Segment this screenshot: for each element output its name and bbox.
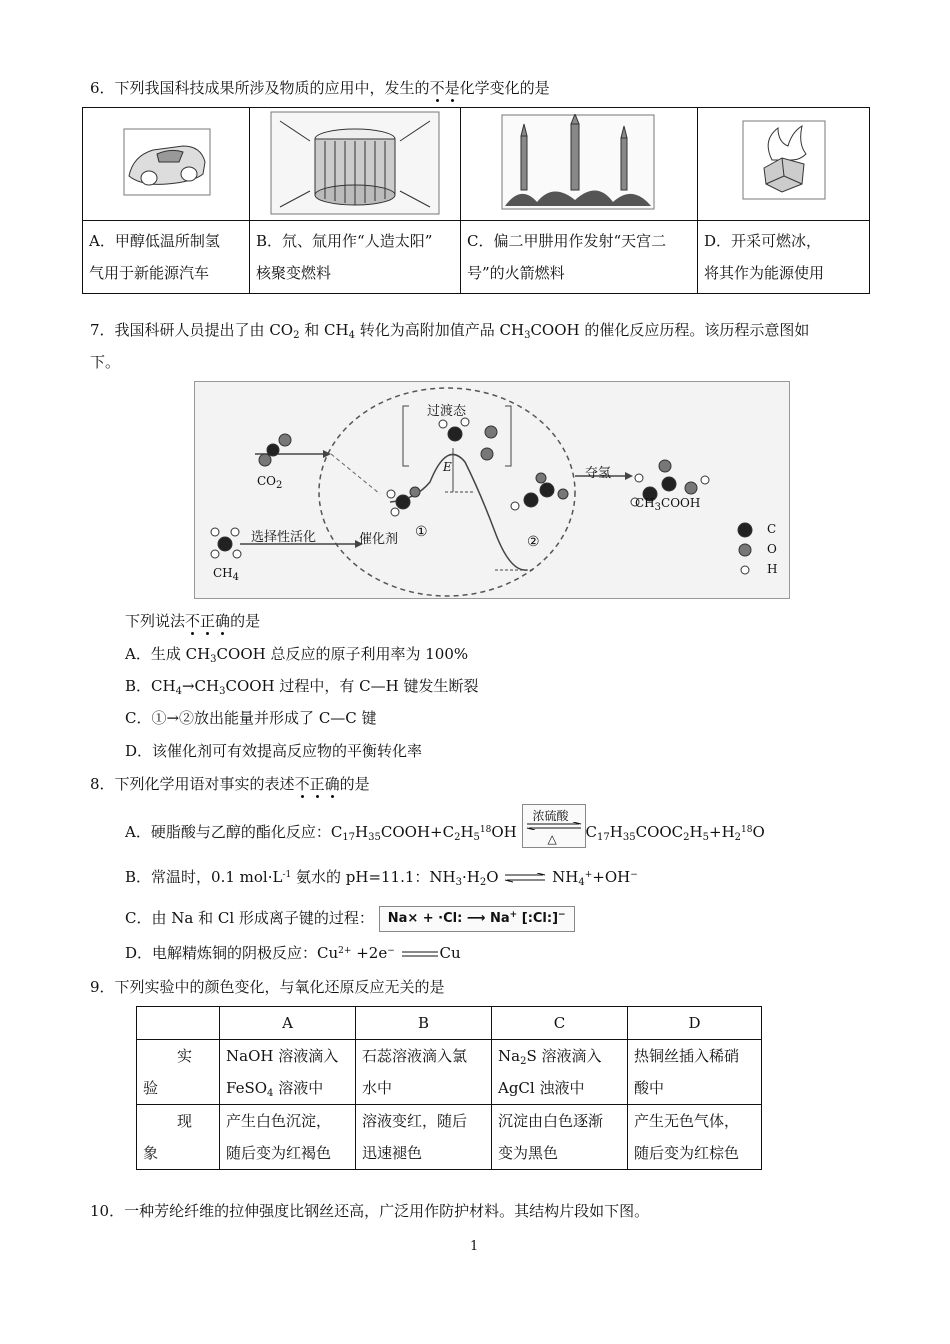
- cell-text: 沉淀由白色逐渐: [498, 1112, 604, 1130]
- label-text: CO: [257, 474, 277, 488]
- option-text: 号”的火箭燃料: [467, 264, 565, 282]
- subscript: 35: [622, 832, 636, 843]
- option-text: H: [609, 823, 623, 841]
- superscript: 18: [741, 825, 753, 835]
- subscript: 4: [175, 686, 182, 697]
- subscript: 5: [702, 832, 709, 843]
- table-header-d: D: [628, 1007, 762, 1040]
- q7-option-b: [125, 676, 479, 696]
- q7-reaction-diagram: [194, 381, 790, 599]
- cell-text: 产生白色沉淀，: [226, 1112, 332, 1130]
- subscript: 5: [473, 832, 480, 843]
- q6-option-d: [698, 221, 870, 294]
- formula-part: Na: [490, 911, 510, 926]
- option-text: B．氘、氚用作“人造太阳”: [256, 232, 433, 250]
- option-text: →CH: [181, 677, 220, 695]
- q8-option-d: [125, 943, 461, 963]
- table-cell: [628, 1040, 762, 1105]
- emphasis-char: 确: [215, 612, 231, 630]
- cell-text: 迅速褪色: [362, 1144, 423, 1162]
- stem-text: 一种芳纶纤维的拉伸强度比钢丝还高，广泛用作防护材料。其结构片段如下图。: [124, 1202, 650, 1220]
- subscript: 2: [683, 832, 690, 843]
- q6-image-a: [83, 108, 249, 220]
- subscript: 17: [342, 832, 356, 843]
- legend-h: H: [767, 562, 778, 576]
- superscript: +: [509, 910, 518, 920]
- option-text: B．CH: [125, 677, 176, 695]
- catalyst-label: 催化剂: [359, 532, 399, 547]
- transition-state-label: 过渡态: [427, 404, 467, 419]
- superscript: 2+: [338, 946, 352, 956]
- q6-options-table: [82, 107, 870, 294]
- stem-text: 我国科研人员提出了由 CO: [114, 321, 294, 339]
- subscript: 2: [479, 877, 487, 888]
- emphasis-char: 正: [309, 775, 325, 793]
- q6-option-c: [461, 221, 698, 294]
- cell-text: 石蕊溶液滴入氯: [362, 1047, 468, 1065]
- cell-text-part: S 溶液滴入: [526, 1047, 602, 1065]
- subscript: 2: [520, 1056, 527, 1067]
- q7-stem-line1: [90, 320, 809, 340]
- subscript: 3: [455, 877, 462, 888]
- emphasis-char: 确: [324, 775, 340, 793]
- q10-stem: [90, 1201, 649, 1221]
- ask-text: 的是: [230, 612, 261, 630]
- table-header-b: B: [356, 1007, 492, 1040]
- stem-text: 下列化学用语对事实的表述: [114, 775, 295, 793]
- subscript: 4: [232, 572, 240, 583]
- selective-activation-label: 选择性活化: [251, 530, 317, 545]
- q7-stem-line2: 下。: [90, 353, 121, 371]
- q6-image-d: [698, 108, 869, 220]
- option-text: B．常温时，0.1 mol·L: [125, 868, 283, 886]
- q6-option-a: [83, 221, 250, 294]
- table-cell: [220, 1040, 356, 1105]
- fusion-reactor-icon: [270, 111, 440, 215]
- option-text: OH: [491, 823, 517, 841]
- cell-text-part: FeSO: [226, 1079, 268, 1097]
- cell-text-part: Na: [498, 1047, 521, 1065]
- option-text: A．生成 CH: [125, 645, 211, 663]
- formula-part: [:Cl:]: [521, 911, 559, 926]
- legend-c: C: [767, 522, 777, 536]
- label-char: 现: [177, 1112, 193, 1130]
- dehydrogenation-label: 夺氢: [585, 466, 612, 481]
- cell-text: 随后变为红褐色: [226, 1144, 332, 1162]
- option-text: O: [752, 823, 765, 841]
- subscript: 3: [524, 330, 531, 341]
- emphasis-char: 正: [200, 612, 216, 630]
- q7-option-c: C．①→②放出能量并形成了 C—C 键: [125, 709, 377, 727]
- stem-text: COOH 的催化反应历程。该历程示意图如: [530, 321, 810, 339]
- superscript: -1: [282, 870, 292, 880]
- option-text: 将其作为能源使用: [704, 264, 825, 282]
- table-header-empty: [137, 1007, 220, 1040]
- option-text: COOH 总反应的原子利用率为 100%: [216, 645, 469, 663]
- table-header-a: A: [220, 1007, 356, 1040]
- subscript: 35: [368, 832, 381, 843]
- q7-ask: [125, 611, 260, 631]
- subscript: 4: [578, 877, 585, 888]
- option-text: H: [355, 823, 369, 841]
- q9-experiment-table: [136, 1006, 762, 1170]
- subscript: 2: [734, 832, 742, 843]
- cell-text: 溶液变红，随后: [362, 1112, 468, 1130]
- table-cell: [492, 1040, 628, 1105]
- car-icon: [123, 128, 211, 196]
- option-text: +H: [709, 823, 735, 841]
- superscript: 18: [479, 825, 492, 835]
- subscript: 4: [267, 1088, 274, 1099]
- q8-stem: [90, 774, 370, 794]
- label-char: 象: [143, 1144, 159, 1162]
- option-text: +OH: [592, 868, 631, 886]
- cell-text-part: 溶液中: [273, 1079, 324, 1097]
- subscript: 3: [654, 502, 662, 513]
- table-cell: [356, 1105, 492, 1170]
- subscript: 2: [454, 832, 461, 843]
- cell-text: 随后变为红棕色: [634, 1144, 740, 1162]
- energy-label: E: [443, 460, 452, 474]
- option-text: 气用于新能源汽车: [89, 264, 210, 282]
- cell-text: [498, 1040, 621, 1072]
- option-text: O: [486, 868, 499, 886]
- formula-part: Na× + ·Cl:: [387, 911, 463, 926]
- emphasis-char: 是: [444, 79, 460, 97]
- option-text: Cu: [439, 944, 461, 962]
- option-text: 核聚变燃料: [256, 264, 332, 282]
- option-text: A．甲醇低温所制氢: [89, 232, 220, 250]
- option-text: COOH 过程中，有 C—H 键发生断裂: [225, 677, 479, 695]
- option-text: H: [460, 823, 474, 841]
- subscript: 2: [293, 330, 300, 341]
- label-char: 实: [177, 1047, 193, 1065]
- superscript: −: [630, 870, 638, 880]
- q6-image-c: [461, 108, 697, 220]
- step-1-label: ①: [415, 524, 428, 540]
- option-text: +2e: [351, 944, 388, 962]
- legend-o: O: [767, 542, 777, 556]
- q7-number: 7．: [90, 321, 115, 339]
- label-char: 验: [143, 1079, 159, 1097]
- q6-stem-text: 下列我国科技成果所涉及物质的应用中，发生的: [114, 79, 430, 97]
- cell-text: [226, 1072, 349, 1104]
- stem-text: 转化为高附加值产品 CH: [354, 321, 525, 339]
- q7-option-d: D．该催化剂可有效提高反应物的平衡转化率: [125, 742, 423, 760]
- ionic-bond-formation-image: [379, 906, 575, 932]
- subscript: 17: [597, 832, 610, 843]
- cell-text: 变为黑色: [498, 1144, 559, 1162]
- emphasis-char: 不: [294, 775, 310, 793]
- option-text: D．电解精炼铜的阴极反应：Cu: [125, 944, 339, 962]
- cell-text: 产生无色气体，: [634, 1112, 740, 1130]
- subscript: 3: [210, 654, 217, 665]
- emphasis-char: 不: [429, 79, 445, 97]
- reaction-arrow: ⟶: [466, 911, 486, 926]
- q9-stem: [90, 977, 445, 997]
- q9-number: 9．: [90, 978, 115, 996]
- superscript: +: [584, 870, 593, 880]
- q8-option-b: [125, 867, 638, 887]
- table-header-c: C: [492, 1007, 628, 1040]
- cell-text: AgCl 浊液中: [498, 1079, 585, 1097]
- superscript: −: [558, 910, 566, 920]
- stem-text: 和 CH: [299, 321, 349, 339]
- cell-text: 酸中: [634, 1079, 665, 1097]
- reaction-condition-box: [522, 804, 586, 848]
- row-label-phenomenon: [137, 1105, 220, 1170]
- flame-ice-icon: [742, 120, 826, 200]
- q6-stem: [90, 78, 550, 98]
- option-text: C．由 Na 和 Cl 形成离子键的过程：: [125, 909, 374, 927]
- option-text: COOC: [635, 823, 684, 841]
- superscript: −: [387, 946, 395, 956]
- cell-text: 水中: [362, 1079, 393, 1097]
- option-text: C: [585, 823, 598, 841]
- subscript: 2: [276, 480, 283, 491]
- reaction-diagram-svg: [195, 382, 789, 598]
- option-text: NH: [552, 868, 579, 886]
- product-label: [635, 496, 701, 513]
- condition-catalyst: 浓硫酸: [532, 809, 569, 823]
- label-text: CH: [635, 496, 655, 510]
- stem-text: 下列实验中的颜色变化，与氧化还原反应无关的是: [114, 978, 445, 996]
- cell-text: 热铜丝插入稀硝: [634, 1047, 740, 1065]
- subscript: 3: [219, 686, 226, 697]
- equilibrium-arrow-icon: [503, 873, 547, 883]
- stem-text: 的是: [339, 775, 370, 793]
- page-number: 1: [470, 1239, 479, 1254]
- q6-number: 6．: [90, 79, 115, 97]
- cell-text: NaOH 溶液滴入: [226, 1047, 339, 1065]
- q6-stem-tail: 化学变化的是: [459, 79, 550, 97]
- q7-option-a: [125, 644, 468, 664]
- rocket-launch-icon: [501, 114, 655, 210]
- option-text: C．偏二甲肼用作发射“天宫二: [467, 232, 667, 250]
- option-text: H: [689, 823, 703, 841]
- table-cell: [492, 1105, 628, 1170]
- step-2-label: ②: [527, 534, 540, 550]
- option-text: COOH+C: [380, 823, 455, 841]
- emphasis-char: 不: [185, 612, 201, 630]
- q6-image-b: [250, 108, 460, 220]
- option-text: 氨水的 pH=11.1：NH: [291, 868, 456, 886]
- q6-option-b: [250, 221, 461, 294]
- equals-sign-icon: [400, 949, 440, 959]
- ch4-label: [213, 566, 240, 583]
- row-label-experiment: [137, 1040, 220, 1105]
- option-text: D．开采可燃冰，: [704, 232, 822, 250]
- co2-label: [257, 474, 283, 491]
- q8-option-c: [125, 906, 575, 932]
- option-text: ·H: [462, 868, 480, 886]
- q8-number: 8．: [90, 775, 115, 793]
- table-cell: [356, 1040, 492, 1105]
- q8-option-a: [125, 809, 765, 848]
- subscript: 4: [348, 330, 355, 341]
- condition-heat: △: [547, 832, 557, 846]
- ask-text: 下列说法: [125, 612, 186, 630]
- q10-number: 10．: [90, 1202, 125, 1220]
- option-text: A．硬脂酸与乙醇的酯化反应：C: [125, 823, 343, 841]
- table-cell: [628, 1105, 762, 1170]
- table-cell: [220, 1105, 356, 1170]
- label-text: COOH: [661, 496, 701, 510]
- label-text: CH: [213, 566, 233, 580]
